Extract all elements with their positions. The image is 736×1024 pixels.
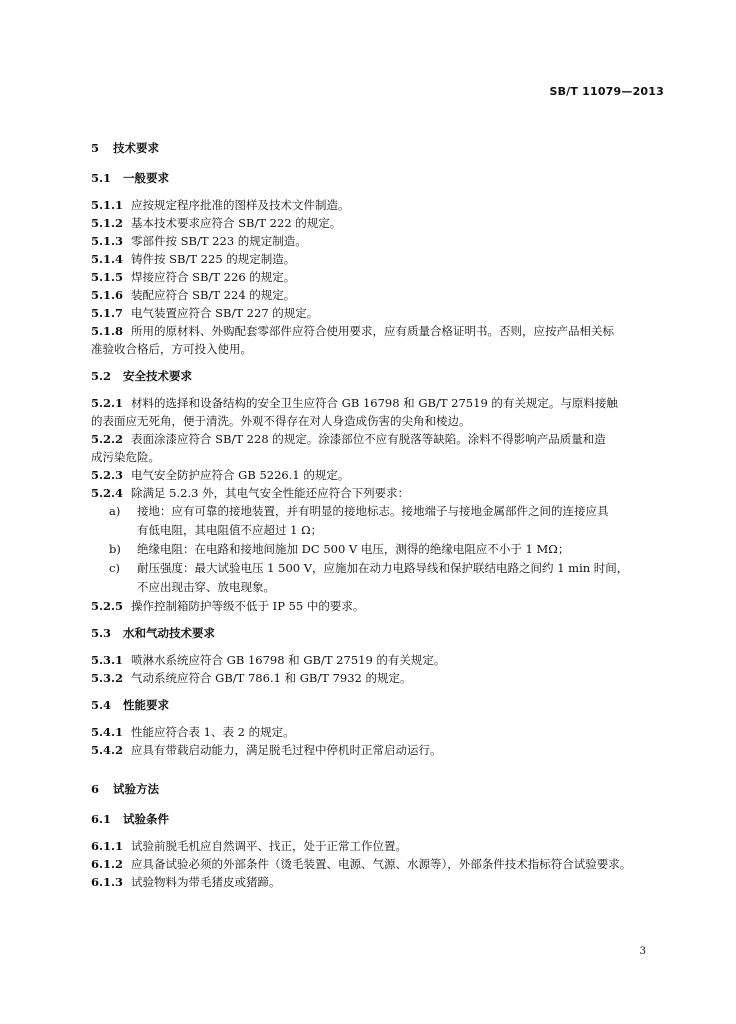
clause-5-1-1 [91,196,665,214]
list-label: a) [109,504,121,518]
section-heading-5-4 [91,696,665,714]
clause-text: 所用的原材料、外购配套零部件应符合使用要求，应有质量合格证明书。否则，应按产品相关标 [131,324,614,338]
list-text [137,502,665,540]
chapter-heading-6 [91,780,665,798]
clause-number: 5.1.1 [91,198,124,212]
clause-text: 操作控制箱防护等级不低于 IP 55 中的要求。 [131,599,365,613]
clause-6-1-1 [91,837,665,855]
clause-list-6-1 [91,837,665,891]
clause-5-2-5 [91,597,665,615]
clause-number: 5.2.5 [91,599,124,613]
clause-number: 5.2.4 [91,486,124,500]
clause-number: 6.1.1 [91,839,124,853]
list-item-c [91,559,665,597]
clause-number: 5.1.4 [91,252,124,266]
chapter-number: 5 [91,141,100,155]
chapter-number: 6 [91,782,100,796]
section-heading-5-1 [91,169,665,187]
clause-text: 电气装置应符合 SB/T 227 的规定。 [131,306,319,320]
clause-number: 6.1.3 [91,875,124,889]
clause-list-5-1 [91,196,665,358]
clause-number: 5.1.7 [91,306,124,320]
clause-text: 试验物料为带毛猪皮或猪蹄。 [131,875,281,889]
list-text-line: 有低电阻，其电阻值不应超过 1 Ω； [137,523,323,537]
chapter-heading-5 [91,139,665,157]
clause-text-continued: 准验收合格后，方可投入使用。 [91,342,252,356]
clause-number: 5.3.2 [91,671,124,685]
clause-number: 5.3.1 [91,653,124,667]
clause-6-1-3 [91,873,665,891]
clause-text: 材料的选择和设备结构的安全卫生应符合 GB 16798 和 GB/T 27519 的有关规定。与原料接触 [131,396,618,410]
standard-code-header: SB/T 11079—2013 [549,85,664,98]
list-text-line: 接地：应有可靠的接地装置，并有明显的接地标志。接地端子与接地金属部件之间的连接应具 [137,504,609,518]
clause-text: 表面涂漆应符合 SB/T 228 的规定。涂漆部位不应有脱落等缺陷。涂料不得影响产品质量和造 [131,432,606,446]
clause-number: 5.2.1 [91,396,124,410]
list-text [137,559,665,597]
list-text [137,540,665,559]
clause-text: 铸件按 SB/T 225 的规定制造。 [131,252,296,266]
clause-5-1-2 [91,214,665,232]
clause-5-1-7 [91,304,665,322]
clause-5-2-2 [91,430,665,448]
clause-5-2-4 [91,484,665,502]
list-item-a [91,502,665,540]
section-number: 5.1 [91,171,112,185]
clause-text-continued: 的表面应无死角，便于清洗。外观不得存在对人身造成伤害的尖角和棱边。 [91,414,471,428]
clause-text: 喷淋水系统应符合 GB 16798 和 GB/T 27519 的有关规定。 [131,653,446,667]
clause-number: 5.2.3 [91,468,124,482]
clause-5-2-2-cont [91,448,665,466]
clause-text: 装配应符合 SB/T 224 的规定。 [131,288,296,302]
clause-5-1-8-cont [91,340,665,358]
section-number: 5.2 [91,369,112,383]
list-item-b [91,540,665,559]
clause-5-1-4 [91,250,665,268]
clause-text: 焊接应符合 SB/T 226 的规定。 [131,270,296,284]
clause-number: 5.1.3 [91,234,124,248]
clause-number: 5.2.2 [91,432,124,446]
clause-text: 基本技术要求应符合 SB/T 222 的规定。 [131,216,342,230]
clause-5-3-1 [91,651,665,669]
list-text-line: 不应出现击穿、放电现象。 [137,580,275,594]
clause-list-5-2 [91,394,665,615]
section-title: 安全技术要求 [123,369,192,383]
clause-5-4-2 [91,741,665,759]
clause-number: 5.4.2 [91,743,124,757]
clause-list-5-3 [91,651,665,687]
clause-5-1-5 [91,268,665,286]
list-label: c) [109,561,120,575]
clause-5-3-2 [91,669,665,687]
clause-5-1-6 [91,286,665,304]
clause-5-2-1-cont [91,412,665,430]
clause-text: 应具备试验必须的外部条件（烫毛装置、电源、气源、水源等），外部条件技术指标符合试验要求。 [131,857,632,871]
clause-number: 6.1.2 [91,857,124,871]
clause-number: 5.1.2 [91,216,124,230]
clause-5-2-3 [91,466,665,484]
section-title: 试验条件 [123,812,169,826]
clause-number: 5.1.6 [91,288,124,302]
clause-6-1-2 [91,855,665,873]
clause-5-1-3 [91,232,665,250]
document-body [91,139,665,891]
list-label: b) [109,542,121,556]
clause-text: 性能应符合表 1、表 2 的规定。 [131,725,295,739]
clause-text: 试验前脱毛机应自然调平、找正，处于正常工作位置。 [131,839,407,853]
clause-text: 零部件按 SB/T 223 的规定制造。 [131,234,307,248]
section-heading-5-2 [91,367,665,385]
clause-5-2-1 [91,394,665,412]
section-number: 5.3 [91,626,112,640]
clause-text: 应具有带载启动能力，满足脱毛过程中停机时正常启动运行。 [131,743,442,757]
clause-number: 5.1.5 [91,270,124,284]
section-heading-5-3 [91,624,665,642]
clause-text-continued: 成污染危险。 [91,450,160,464]
clause-list-5-4 [91,723,665,759]
page-number: 3 [639,946,646,957]
clause-5-4-1 [91,723,665,741]
section-number: 6.1 [91,812,112,826]
section-heading-6-1 [91,810,665,828]
chapter-title: 技术要求 [113,141,159,155]
clause-5-1-8 [91,322,665,340]
section-title: 性能要求 [123,698,169,712]
clause-text: 电气安全防护应符合 GB 5226.1 的规定。 [131,468,350,482]
section-title: 水和气动技术要求 [123,626,215,640]
chapter-title: 试验方法 [113,782,159,796]
section-number: 5.4 [91,698,112,712]
list-text-line: 耐压强度：最大试验电压 1 500 V，应施加在动力电路导线和保护联结电路之间约 1 min 时间， [137,561,629,575]
clause-text: 除满足 5.2.3 外，其电气安全性能还应符合下列要求： [131,486,410,500]
clause-number: 5.4.1 [91,725,124,739]
section-title: 一般要求 [123,171,169,185]
clause-text: 气动系统应符合 GB/T 786.1 和 GB/T 7932 的规定。 [131,671,412,685]
clause-number: 5.1.8 [91,324,124,338]
list-text-line: 绝缘电阻：在电路和接地间施加 DC 500 V 电压，测得的绝缘电阻应不小于 1 MΩ； [137,542,570,556]
clause-text: 应按规定程序批准的图样及技术文件制造。 [131,198,350,212]
